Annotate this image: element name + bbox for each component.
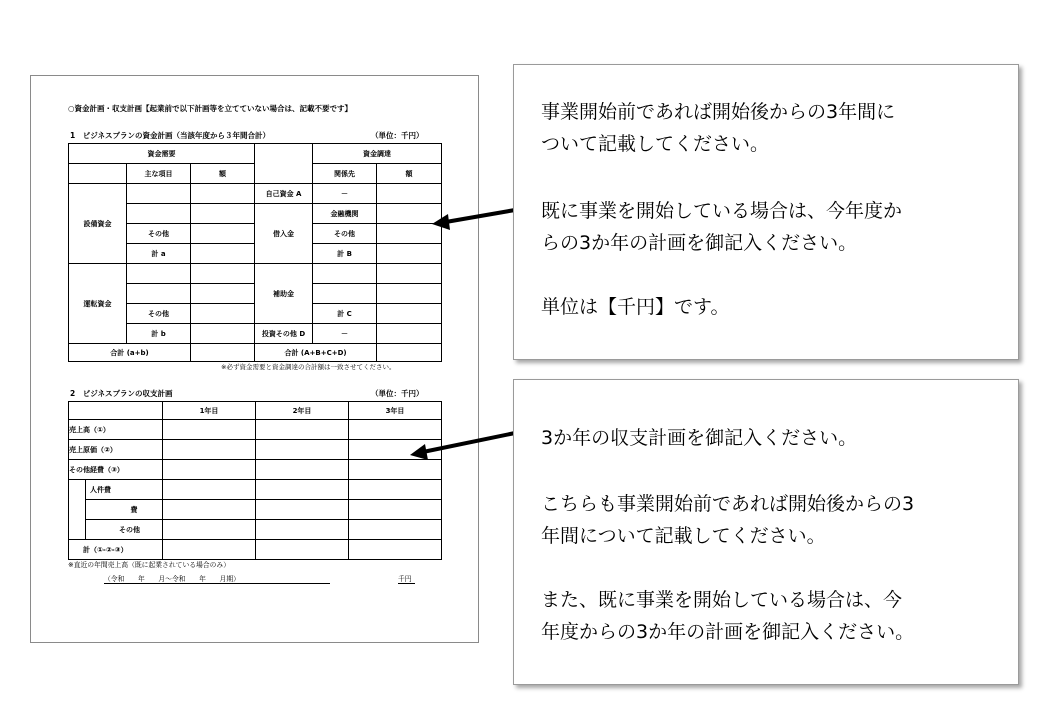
- other-expense-row: その他経費（③）: [69, 460, 163, 480]
- callout2-line3: 年間について記載してください。: [541, 525, 826, 547]
- working-funds: 運転資金: [69, 264, 127, 344]
- callout1-line2: ついて記載してください。: [541, 133, 770, 155]
- callout-income-plan: [513, 379, 1019, 685]
- dash: －: [313, 184, 377, 204]
- yen-unit: 千円: [398, 576, 415, 584]
- sum-right: 合計 (A+B+C+D): [255, 344, 377, 362]
- subsidy: 補助金: [255, 264, 313, 324]
- own-funds: 自己資金 A: [255, 184, 313, 204]
- callout1-line3: 既に事業を開始している場合は、今年度か: [541, 200, 903, 222]
- sum-left: 合計 (a+b): [69, 344, 191, 362]
- cost-row: 売上原価（②）: [69, 440, 163, 460]
- expense-row: 費: [86, 500, 163, 520]
- loan: 借入金: [255, 204, 313, 264]
- year3-header: 3年目: [349, 402, 442, 420]
- callout2-line1: 3か年の収支計画を御記入ください。: [541, 427, 858, 449]
- total-row: 計（①-②-③）: [69, 540, 163, 560]
- investment-other: 投資その他 D: [255, 324, 313, 344]
- total-B: 計 B: [313, 244, 377, 264]
- dash: －: [313, 324, 377, 344]
- callout1-line1: 事業開始前であれば開始後からの3年間に: [541, 101, 896, 123]
- recent-sales-note: ※直近の年間売上高（既に起業されている場合のみ）: [68, 561, 231, 569]
- section2-unit: （単位：千円）: [371, 389, 424, 398]
- labor-row: 人件費: [86, 480, 163, 500]
- year2-header: 2年目: [256, 402, 349, 420]
- total-a: 計 a: [127, 244, 191, 264]
- period-text: （令和 年 月～令和 年 月期）: [104, 575, 240, 583]
- arrow-1: [432, 210, 515, 230]
- sales-row: 売上高（①）: [69, 420, 163, 440]
- callout-funding-plan: [513, 64, 1019, 360]
- section2-title: 2 ビジネスプランの収支計画: [70, 389, 173, 398]
- col-amount: 額: [191, 164, 255, 184]
- other-source: その他: [313, 224, 377, 244]
- other-row: その他: [86, 520, 163, 540]
- total-b: 計 b: [127, 324, 191, 344]
- demand-header: 資金需要: [69, 144, 255, 164]
- col-amount2: 額: [377, 164, 442, 184]
- callout2-line5: 年度からの3か年の計画を御記入ください。: [541, 621, 915, 643]
- year1-header: 1年目: [163, 402, 256, 420]
- section1-title: 1 ビジネスプランの資金計画（当該年度から３年間合計）: [70, 131, 270, 140]
- total-C: 計 C: [313, 304, 377, 324]
- callout1-line4: らの3か年の計画を御記入ください。: [541, 232, 858, 254]
- section1-note: ※必ず資金需要と資金調達の合計額は一致させてください。: [221, 363, 396, 371]
- form-header: ○資金計画・収支計画【起業前で以下計画等を立てていない場合は、記載不要です】: [68, 104, 353, 113]
- callout2-line2: こちらも事業開始前であれば開始後からの3: [541, 493, 915, 515]
- callout2-line4: また、既に事業を開始している場合は、今: [541, 589, 903, 611]
- equipment-funds: 設備資金: [69, 184, 127, 264]
- col-main-item: 主な項目: [127, 164, 191, 184]
- callout1-line5: 単位は【千円】です。: [541, 296, 730, 318]
- arrow-2: [410, 433, 515, 460]
- other-item: その他: [127, 304, 191, 324]
- section1-unit: （単位：千円）: [371, 131, 424, 140]
- bank: 金融機関: [313, 204, 377, 224]
- supply-header: 資金調達: [313, 144, 442, 164]
- col-related: 関係先: [313, 164, 377, 184]
- other-item: その他: [127, 224, 191, 244]
